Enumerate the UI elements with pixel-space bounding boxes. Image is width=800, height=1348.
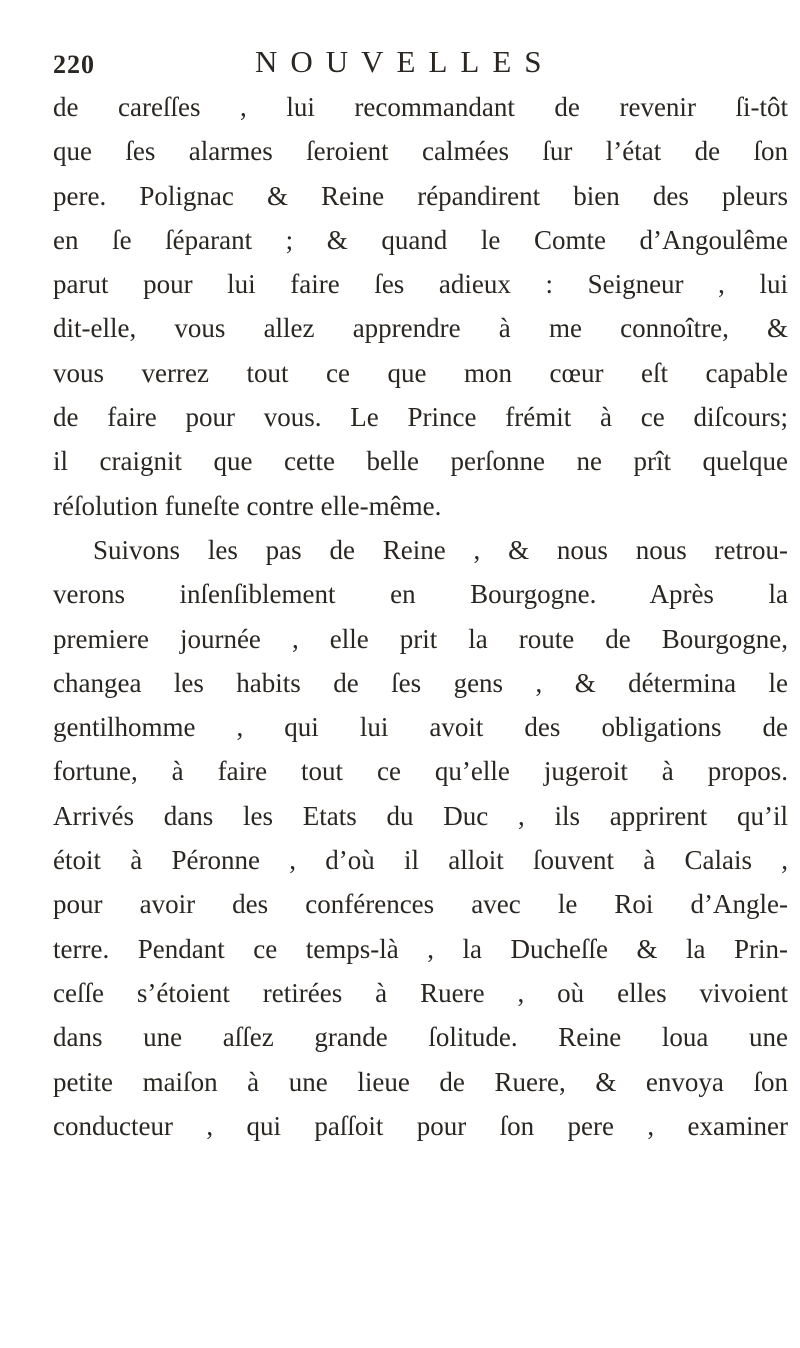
text-line: ceſſe s’étoient retirées à Ruere , où elles vivoient: [53, 977, 788, 1008]
text-line: verons inſenſiblement en Bourgogne. Après la: [53, 579, 788, 610]
text-line: dit-elle, vous allez apprendre à me connoître, &: [53, 313, 788, 344]
text-line: pere. Polignac & Reine répandirent bien des pleurs: [53, 180, 788, 211]
text-line: parut pour lui faire ſes adieux : Seigneur , lui: [53, 269, 788, 300]
text-line: de faire pour vous. Le Prince frémit à ce diſcours;: [53, 402, 788, 433]
text-line: que ſes alarmes ſeroient calmées ſur l’état de ſon: [53, 136, 788, 167]
text-line: terre. Pendant ce temps-là , la Ducheſſe & la Prin-: [53, 933, 788, 964]
text-line: premiere journée , elle prit la route de Bourgogne,: [53, 623, 788, 654]
page-number: 220: [53, 50, 95, 79]
text-line-paragraph-start: Suivons les pas de Reine , & nous nous retrou-: [93, 534, 788, 565]
text-line: de careſſes , lui recommandant de revenir ſi-tôt: [53, 92, 788, 122]
running-head: [53, 44, 793, 90]
running-title: NOUVELLES: [255, 44, 555, 79]
text-line: fortune, à faire tout ce qu’elle jugeroit à propos.: [53, 756, 788, 787]
text-line: étoit à Péronne , d’où il alloit ſouvent à Calais ,: [53, 845, 788, 876]
text-line: Arrivés dans les Etats du Duc , ils apprirent qu’il: [53, 800, 788, 831]
text-line: gentilhomme , qui lui avoit des obligations de: [53, 712, 788, 743]
text-line: pour avoir des conférences avec le Roi d’Angle-: [53, 889, 788, 920]
text-line: il craignit que cette belle perſonne ne prît quelque: [53, 446, 788, 477]
text-line: vous verrez tout ce que mon cœur eſt capable: [53, 357, 788, 388]
text-line: changea les habits de ſes gens , & détermina le: [53, 667, 788, 698]
text-line: petite maiſon à une lieue de Ruere, & envoya ſon: [53, 1066, 788, 1097]
text-line-paragraph-end: réſolution funeſte contre elle-même.: [53, 490, 442, 521]
text-line: conducteur , qui paſſoit pour ſon pere , examiner: [53, 1110, 788, 1141]
body-text: [53, 85, 788, 1148]
text-line: en ſe ſéparant ; & quand le Comte d’Angoulême: [53, 224, 788, 255]
text-line: dans une aſſez grande ſolitude. Reine loua une: [53, 1022, 788, 1053]
